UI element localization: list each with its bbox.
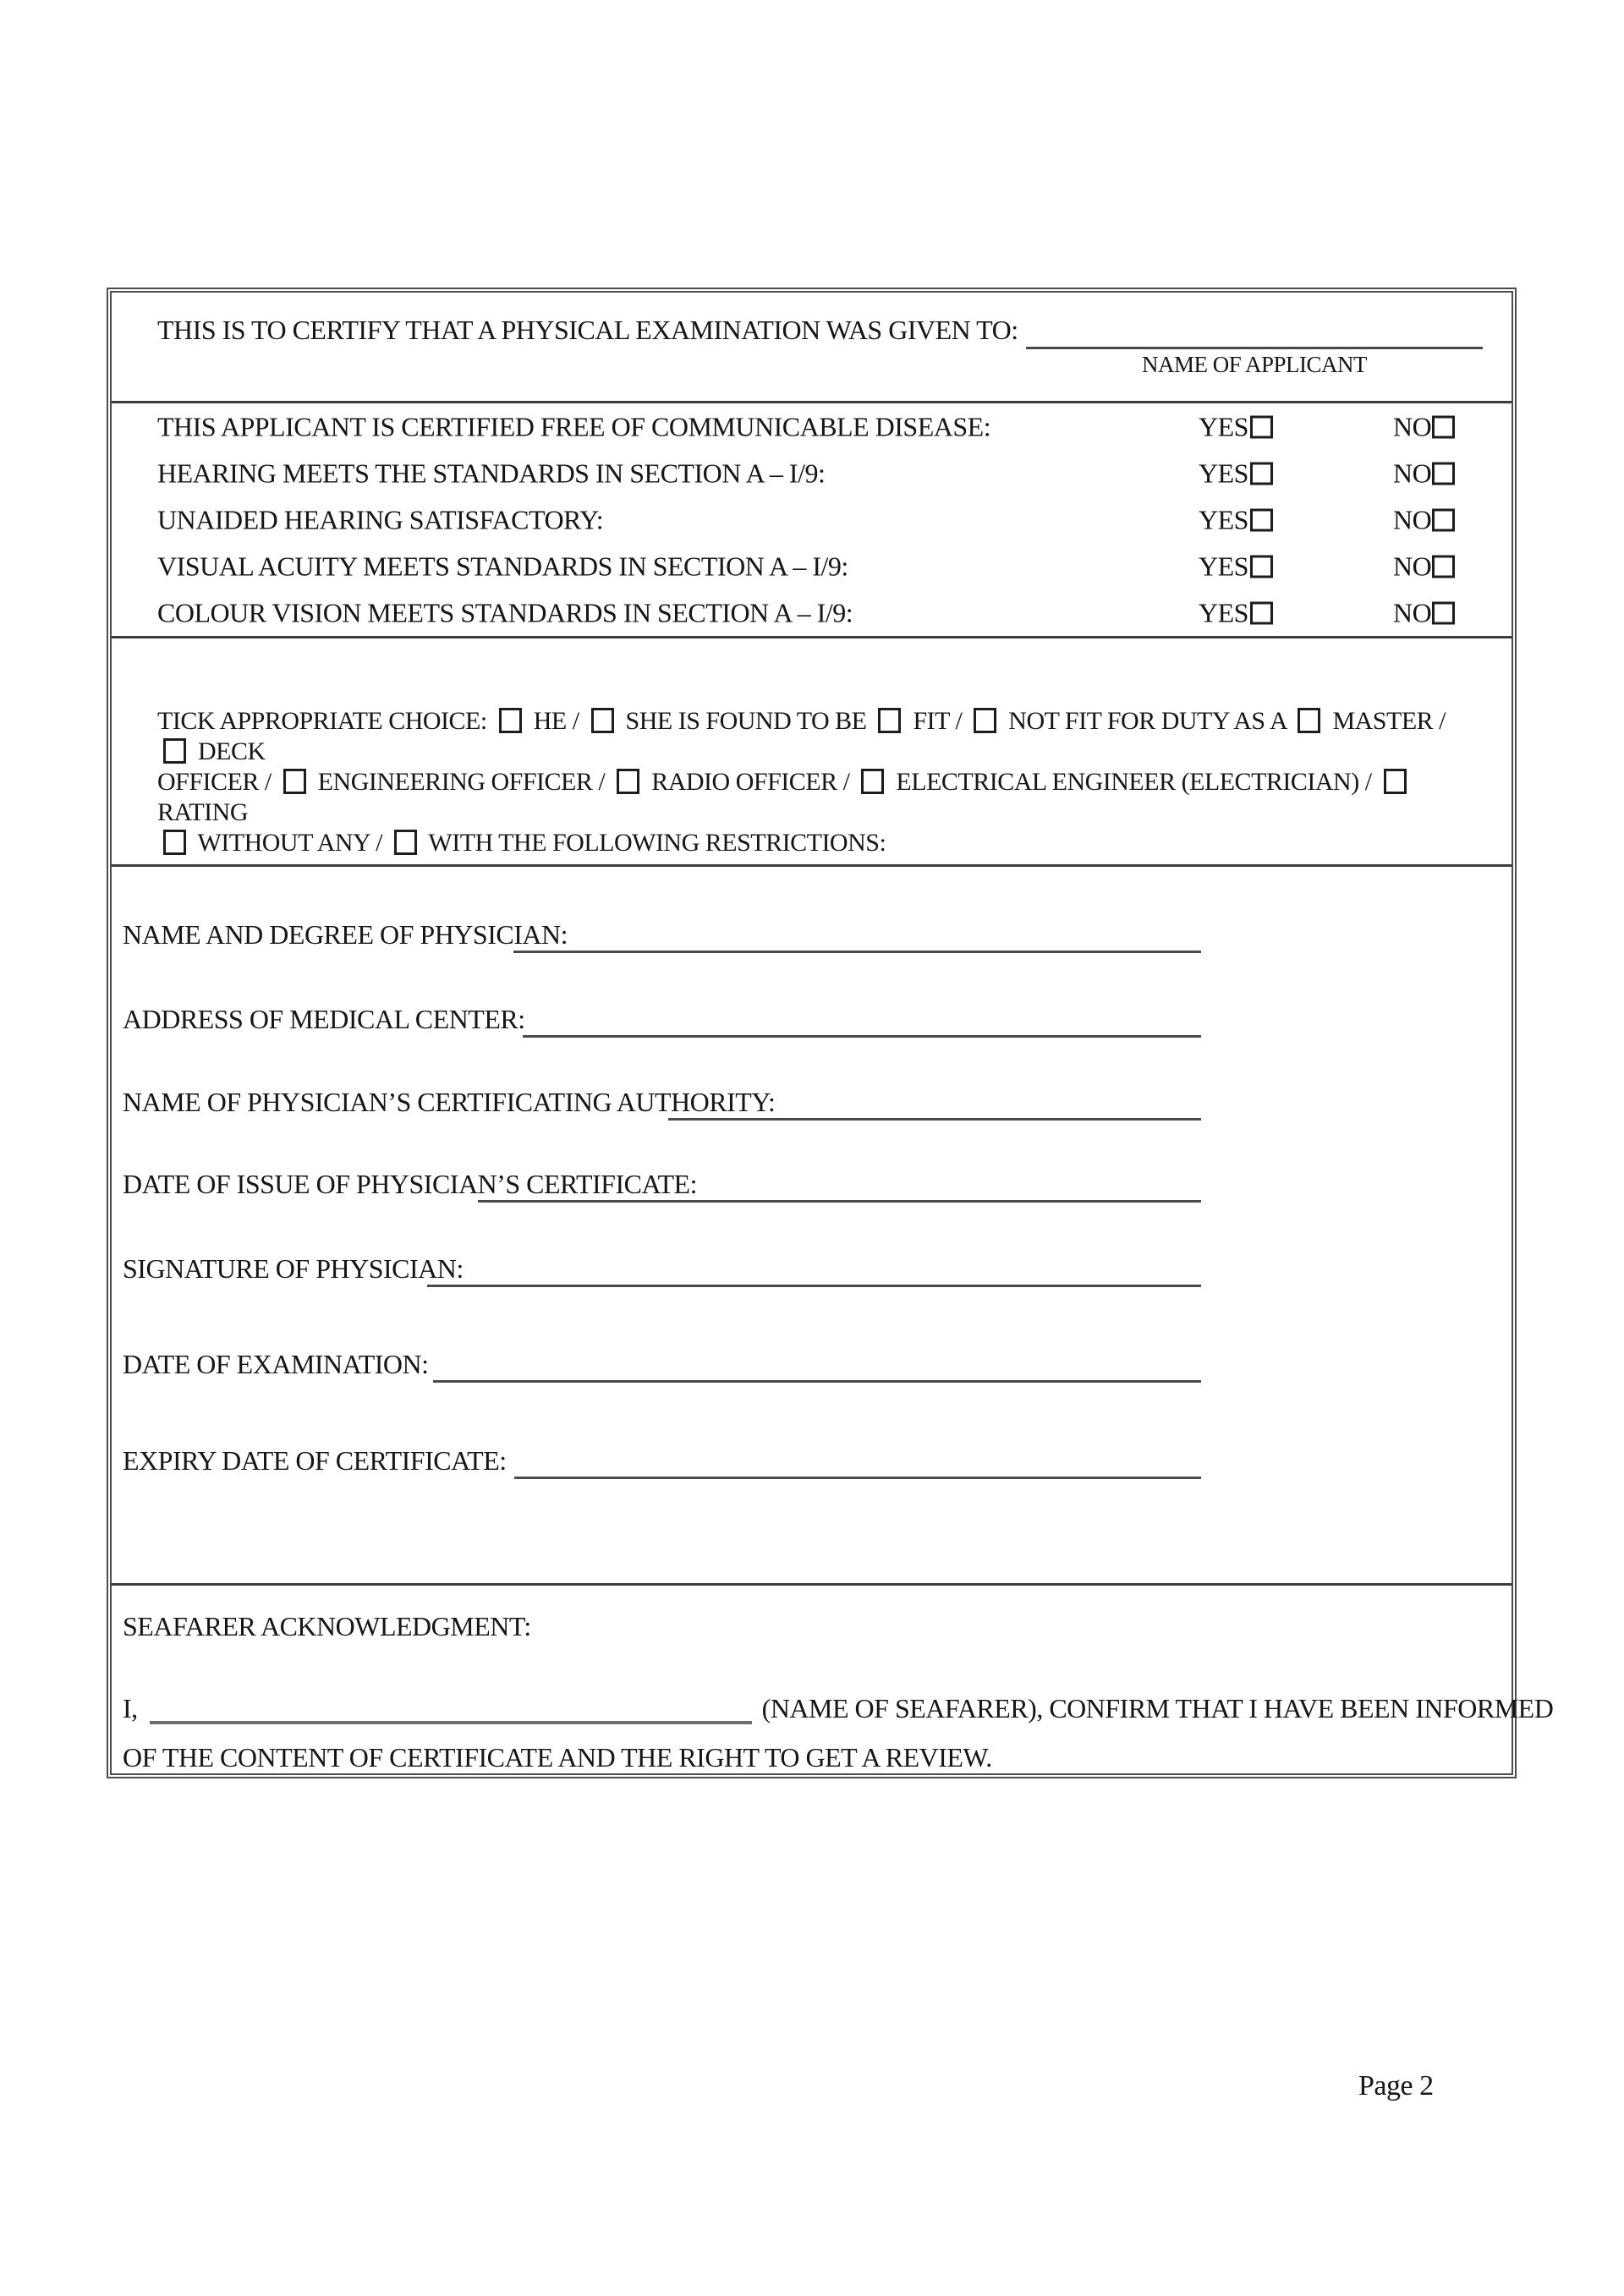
physician-field-row — [123, 1081, 1484, 1123]
physician-field-row — [123, 998, 1484, 1040]
physician-field-row — [123, 913, 1484, 956]
fitness-text: DECK — [192, 737, 266, 765]
field-label: NAME AND DEGREE OF PHYSICIAN: — [123, 919, 568, 950]
physician-fields — [112, 864, 1512, 1583]
fitness-checkbox[interactable] — [591, 708, 614, 733]
certify-statement: THIS IS TO CERTIFY THAT A PHYSICAL EXAMINATION WAS GIVEN TO: — [157, 315, 1018, 345]
yes-label: YES — [1199, 504, 1248, 534]
field-label: NAME OF PHYSICIAN’S CERTIFICATING AUTHORITY: — [123, 1087, 776, 1117]
yes-label: YES — [1199, 597, 1248, 627]
fitness-text: RATING — [157, 798, 248, 826]
no-checkbox[interactable] — [1432, 415, 1455, 438]
fitness-text: ELECTRICAL ENGINEER (ELECTRICIAN) / — [890, 768, 1378, 796]
applicant-line-caption: NAME OF APPLICANT — [1141, 352, 1368, 377]
screening-row — [112, 543, 1512, 589]
acknowledgment-section — [112, 1583, 1554, 1773]
no-label: NO — [1393, 458, 1432, 488]
screening-row — [112, 589, 1512, 636]
fitness-checkbox[interactable] — [163, 738, 186, 764]
fill-line[interactable] — [433, 1380, 1201, 1383]
fill-line[interactable] — [478, 1200, 1201, 1203]
acknowledgment-prefix: I, — [123, 1693, 138, 1723]
fitness-statement — [157, 706, 1485, 858]
fitness-text: WITH THE FOLLOWING RESTRICTIONS: — [422, 829, 886, 857]
no-label: NO — [1393, 504, 1432, 534]
screening-question: UNAIDED HEARING SATISFACTORY: — [157, 504, 604, 534]
no-checkbox[interactable] — [1432, 555, 1455, 578]
yes-checkbox[interactable] — [1250, 555, 1273, 578]
fitness-checkbox[interactable] — [617, 769, 639, 794]
yes-label: YES — [1199, 551, 1248, 581]
fitness-text: TICK APPROPRIATE CHOICE: — [157, 707, 493, 735]
certificate-form-box — [107, 288, 1554, 1778]
field-label: SIGNATURE OF PHYSICIAN: — [123, 1253, 464, 1284]
screening-row — [112, 496, 1512, 543]
fitness-text: NOT FIT FOR DUTY AS A — [1002, 707, 1292, 735]
fitness-text: ENGINEERING OFFICER / — [311, 768, 612, 796]
fitness-text: FIT / — [907, 707, 968, 735]
fill-line[interactable] — [513, 951, 1201, 953]
fitness-text: MASTER / — [1326, 707, 1446, 735]
fitness-checkbox[interactable] — [1384, 769, 1407, 794]
screening-row — [112, 403, 1512, 450]
field-label: ADDRESS OF MEDICAL CENTER: — [123, 1004, 525, 1034]
yes-checkbox[interactable] — [1250, 601, 1273, 624]
no-checkbox[interactable] — [1432, 508, 1455, 531]
fitness-checkbox[interactable] — [283, 769, 306, 794]
fitness-section — [112, 636, 1512, 864]
fill-line[interactable] — [514, 1477, 1201, 1479]
certify-section — [112, 293, 1512, 401]
fill-line[interactable] — [427, 1285, 1201, 1287]
screening-question: HEARING MEETS THE STANDARDS IN SECTION A – I/9: — [157, 458, 826, 488]
acknowledgment-closing: OF THE CONTENT OF CERTIFICATE AND THE RIGHT TO GET A REVIEW. — [123, 1742, 992, 1773]
fitness-text: OFFICER / — [157, 768, 277, 796]
applicant-name-line[interactable] — [1026, 347, 1483, 349]
physician-field-row — [123, 1247, 1484, 1290]
yes-checkbox[interactable] — [1250, 415, 1273, 438]
physician-field-row — [123, 1439, 1484, 1482]
fitness-checkbox[interactable] — [394, 830, 417, 855]
fitness-checkbox[interactable] — [163, 830, 186, 855]
yes-label: YES — [1199, 458, 1248, 488]
physician-field-row — [123, 1343, 1484, 1385]
fill-line[interactable] — [668, 1118, 1201, 1121]
yes-label: YES — [1199, 411, 1248, 441]
fitness-text: RADIO OFFICER / — [645, 768, 856, 796]
screening-question: VISUAL ACUITY MEETS STANDARDS IN SECTION A – I/9: — [157, 551, 848, 581]
yes-checkbox[interactable] — [1250, 508, 1273, 531]
acknowledgment-line — [123, 1691, 1553, 1725]
no-label: NO — [1393, 411, 1432, 441]
fitness-text: SHE IS FOUND TO BE — [619, 707, 873, 735]
no-label: NO — [1393, 597, 1432, 627]
fill-line[interactable] — [523, 1035, 1201, 1038]
fitness-checkbox[interactable] — [861, 769, 884, 794]
screening-row — [112, 450, 1512, 496]
field-label: DATE OF ISSUE OF PHYSICIAN’S CERTIFICATE: — [123, 1169, 697, 1199]
yes-checkbox[interactable] — [1250, 462, 1273, 485]
acknowledgment-title: SEAFARER ACKNOWLEDGMENT: — [123, 1611, 531, 1641]
page-number: Page 2 — [1358, 2070, 1434, 2101]
physician-field-row — [123, 1163, 1484, 1205]
no-label: NO — [1393, 551, 1432, 581]
acknowledgment-suffix: (NAME OF SEAFARER), CONFIRM THAT I HAVE BEEN INFORMED — [761, 1693, 1554, 1723]
screening-question: COLOUR VISION MEETS STANDARDS IN SECTION A – I/9: — [157, 597, 853, 627]
fitness-text: HE / — [527, 707, 585, 735]
fitness-checkbox[interactable] — [878, 708, 901, 733]
fitness-text: WITHOUT ANY / — [192, 829, 388, 857]
fitness-checkbox[interactable] — [1298, 708, 1320, 733]
no-checkbox[interactable] — [1432, 462, 1455, 485]
field-label: EXPIRY DATE OF CERTIFICATE: — [123, 1445, 507, 1476]
no-checkbox[interactable] — [1432, 601, 1455, 624]
screening-rows — [112, 401, 1512, 636]
fitness-checkbox[interactable] — [499, 708, 522, 733]
fitness-checkbox[interactable] — [974, 708, 996, 733]
field-label: DATE OF EXAMINATION: — [123, 1349, 429, 1379]
seafarer-name-line[interactable] — [150, 1721, 752, 1724]
screening-question: THIS APPLICANT IS CERTIFIED FREE OF COMMUNICABLE DISEASE: — [157, 411, 991, 441]
